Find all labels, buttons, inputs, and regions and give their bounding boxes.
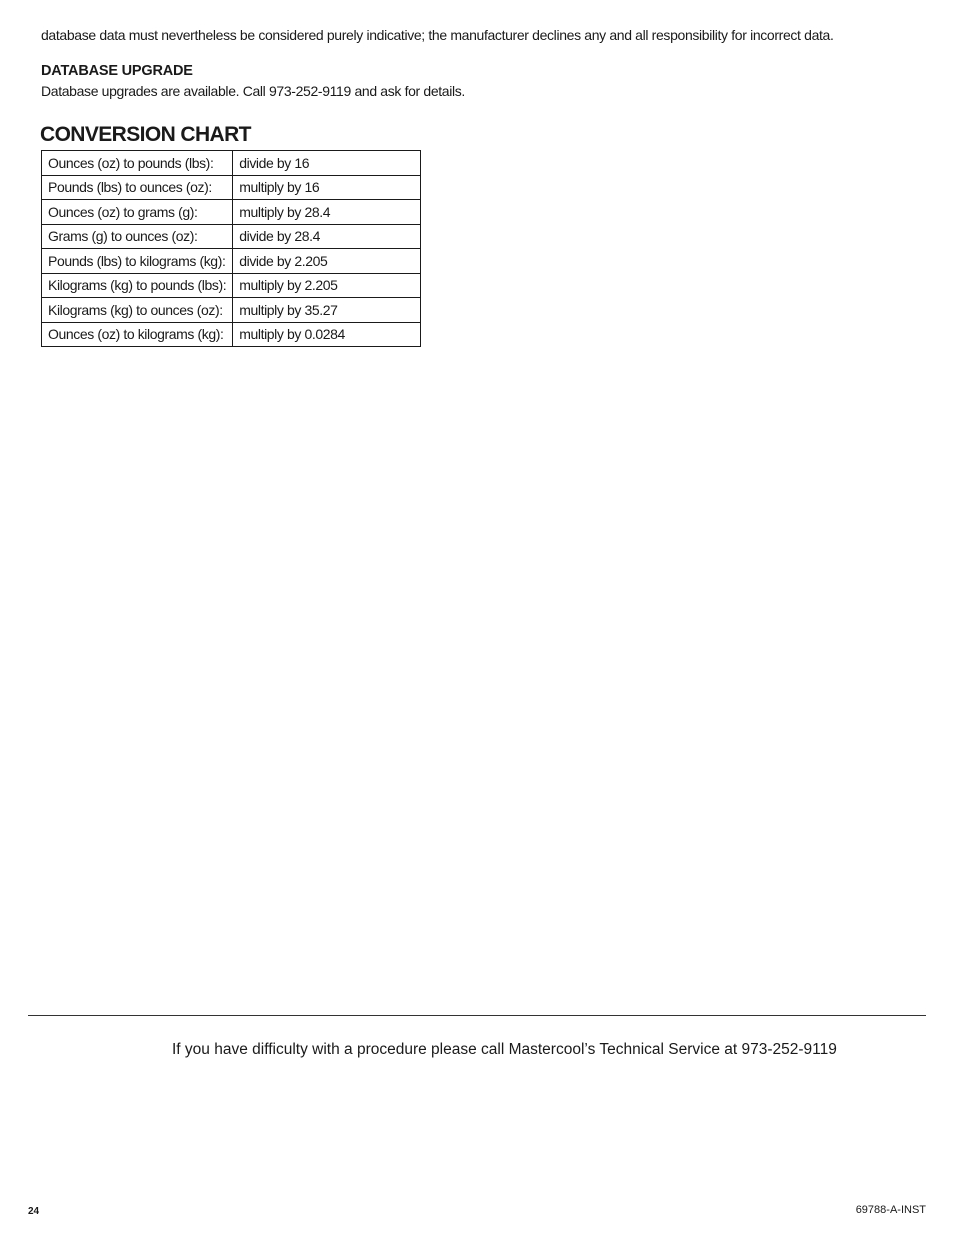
conversion-rule-cell: multiply by 28.4 <box>233 200 421 225</box>
table-row <box>42 200 421 225</box>
conversion-chart-title: CONVERSION CHART <box>40 123 251 146</box>
table-row <box>42 249 421 274</box>
conversion-from-cell: Ounces (oz) to pounds (lbs): <box>42 151 233 176</box>
conversion-rule-cell: multiply by 16 <box>233 175 421 200</box>
document-code: 69788-A-INST <box>855 1204 926 1216</box>
conversion-from-cell: Pounds (lbs) to ounces (oz): <box>42 175 233 200</box>
conversion-from-cell: Kilograms (kg) to pounds (lbs): <box>42 273 233 298</box>
footer-divider <box>28 1015 926 1016</box>
conversion-from-cell: Pounds (lbs) to kilograms (kg): <box>42 249 233 274</box>
conversion-rule-cell: divide by 16 <box>233 151 421 176</box>
conversion-rule-cell: divide by 28.4 <box>233 224 421 249</box>
table-row <box>42 273 421 298</box>
conversion-table <box>41 150 421 347</box>
table-row <box>42 298 421 323</box>
conversion-from-cell: Ounces (oz) to grams (g): <box>42 200 233 225</box>
table-row <box>42 322 421 347</box>
table-row <box>42 151 421 176</box>
intro-paragraph: database data must nevertheless be considered purely indicative; the manufacturer declines any and all responsibility for incorrect data. <box>41 27 834 43</box>
database-upgrade-heading: DATABASE UPGRADE <box>41 63 193 79</box>
database-upgrade-text: Database upgrades are available. Call 973-252-9119 and ask for details. <box>41 83 465 99</box>
conversion-from-cell: Kilograms (kg) to ounces (oz): <box>42 298 233 323</box>
table-row <box>42 224 421 249</box>
footer-support-note: If you have difficulty with a procedure please call Mastercool’s Technical Service at 973-252-9119 <box>172 1041 837 1058</box>
conversion-from-cell: Ounces (oz) to kilograms (kg): <box>42 322 233 347</box>
table-row <box>42 175 421 200</box>
conversion-rule-cell: multiply by 35.27 <box>233 298 421 323</box>
conversion-rule-cell: divide by 2.205 <box>233 249 421 274</box>
page-number: 24 <box>28 1206 40 1217</box>
conversion-from-cell: Grams (g) to ounces (oz): <box>42 224 233 249</box>
conversion-rule-cell: multiply by 0.0284 <box>233 322 421 347</box>
conversion-rule-cell: multiply by 2.205 <box>233 273 421 298</box>
